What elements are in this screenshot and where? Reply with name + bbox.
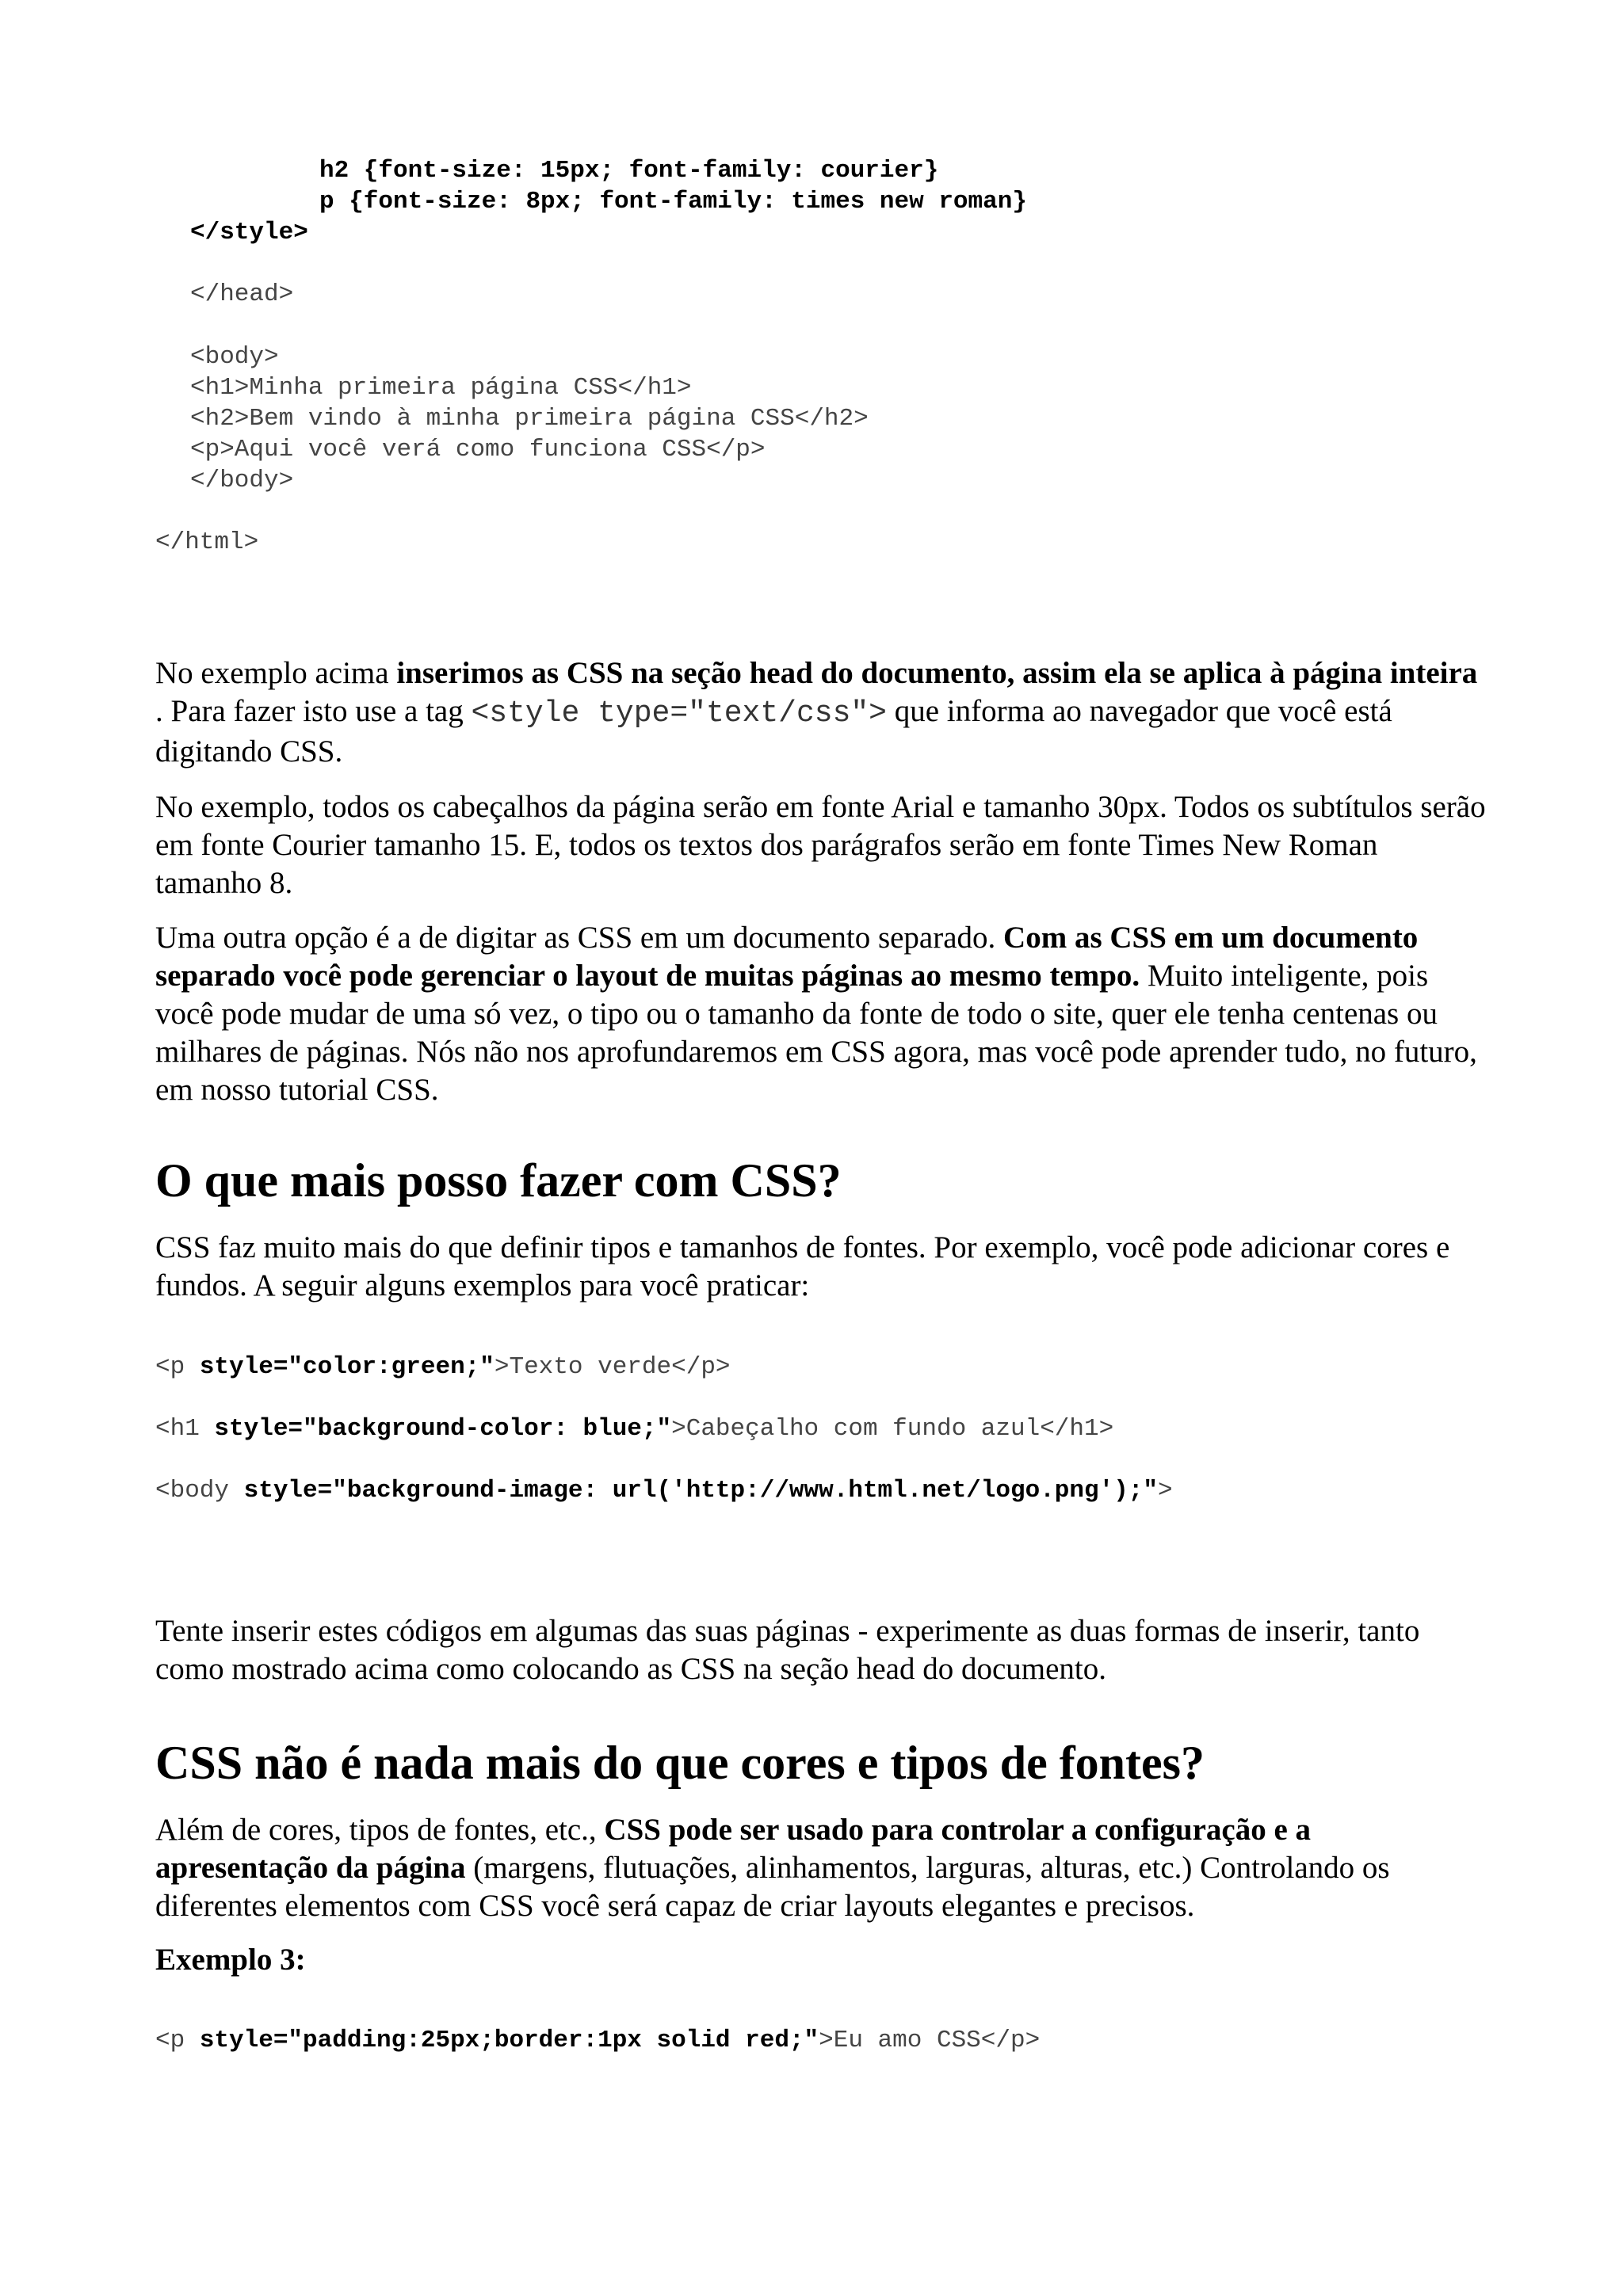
example-3-label: Exemplo 3:: [155, 1943, 306, 1977]
code-example-blue-heading: <h1 style="background-color: blue;">Cabeçalho com fundo azul</h1>: [155, 1415, 1114, 1443]
code-line-h2: <h2>Bem vindo à minha primeira página CSS</h2>: [190, 405, 869, 433]
code-example-green-text: <p style="color:green;">Texto verde</p>: [155, 1353, 731, 1381]
paragraph-colors-backgrounds: CSS faz muito mais do que definir tipos e tamanhos de fontes. Por exemplo, você pode adicionar cores e fundos. A seguir alguns exemplos para você praticar:: [155, 1230, 1450, 1302]
code-example-background-image: <body style="background-image: url('http://www.html.net/logo.png');">: [155, 1477, 1173, 1505]
code-line-head-close: </head>: [190, 280, 294, 308]
code-line-style-close: </style>: [190, 219, 308, 246]
paragraph-layout-control: Além de cores, tipos de fontes, etc., CSS pode ser usado para controlar a configuração e a apresentação da página (margens, flutuações, alinhamentos, larguras, alturas, etc.) Controlando os diferentes elementos com CSS você será capaz de criar layouts elegantes e precisos.: [155, 1813, 1390, 1923]
code-line-body-open: <body>: [190, 343, 279, 371]
paragraph-css-in-head: No exemplo acima inserimos as CSS na seção head do documento, assim ela se aplica à página inteira . Para fazer isto use a tag <style type="text/css"> que informa ao navegador que você está digitando CSS.: [155, 656, 1478, 769]
paragraph-example-fonts: No exemplo, todos os cabeçalhos da página serão em fonte Arial e tamanho 30px. Todos os subtítulos serão em fonte Courier tamanho 15. E, todos os textos dos parágrafos serão em fonte Times New Roman tamanho 8.: [155, 790, 1486, 900]
code-line-h1: <h1>Minha primeira página CSS</h1>: [190, 374, 692, 402]
paragraph-separate-document: Uma outra opção é a de digitar as CSS em um documento separado. Com as CSS em um documento separado você pode gerenciar o layout de muitas páginas ao mesmo tempo. Muito inteligente, pois você pode mudar de uma só vez, o tipo ou o tamanho da fonte de todo o site, quer ele tenha centenas ou milhares de páginas. Nós não nos aprofundaremos em CSS agora, mas você pode aprender tudo, no futuro, em nosso tutorial CSS.: [155, 921, 1477, 1107]
paragraph-try-codes: Tente inserir estes códigos em algumas das suas páginas - experimente as duas formas de inserir, tanto como mostrado acima como colocando as CSS na seção head do documento.: [155, 1614, 1420, 1686]
code-line-p-rule: p {font-size: 8px; font-family: times new roman}: [319, 188, 1027, 215]
heading-what-else-css: O que mais posso fazer com CSS?: [155, 1154, 842, 1207]
code-line-body-close: </body>: [190, 467, 294, 494]
heading-css-more-than-colors: CSS não é nada mais do que cores e tipos de fontes?: [155, 1737, 1205, 1789]
code-example-padding-border: <p style="padding:25px;border:1px solid red;">Eu amo CSS</p>: [155, 2027, 1041, 2054]
code-line-html-close: </html>: [155, 528, 259, 556]
code-line-h2-rule: h2 {font-size: 15px; font-family: courier}: [319, 157, 939, 185]
code-line-p: <p>Aqui você verá como funciona CSS</p>: [190, 436, 766, 463]
inline-code-style-tag: <style type="text/css">: [471, 696, 887, 730]
